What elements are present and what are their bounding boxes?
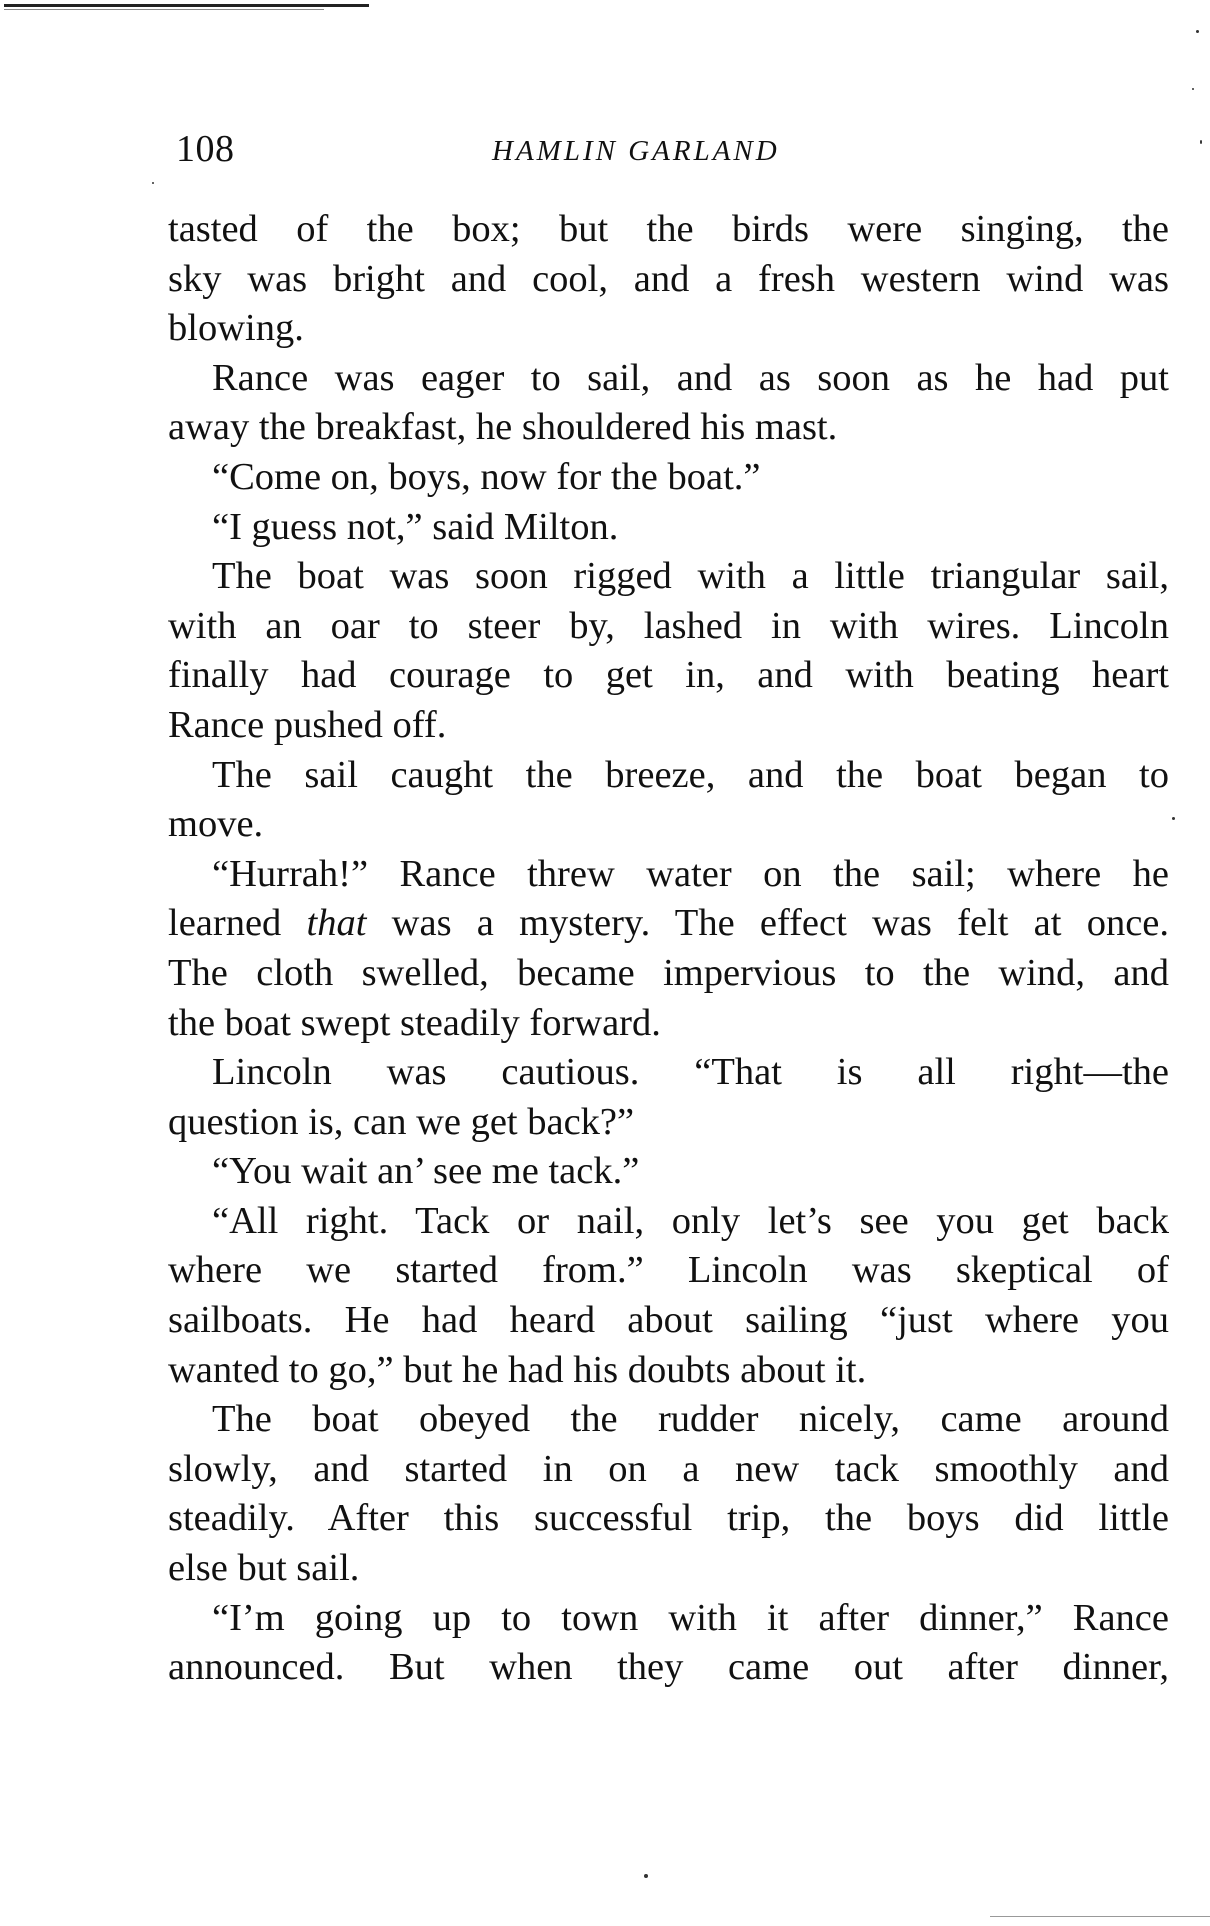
running-head: HAMLIN GARLAND <box>492 135 780 167</box>
text-line: question is, can we get back?” <box>168 1100 635 1143</box>
scan-speck <box>1172 817 1175 820</box>
page-number: 108 <box>176 128 235 170</box>
text-line: wanted to go,” but he had his doubts about it. <box>168 1348 867 1391</box>
paragraph <box>168 354 1169 453</box>
scan-edge-rule-bottom <box>990 1916 1210 1917</box>
scan-speck <box>1192 88 1194 90</box>
paragraph <box>168 1147 1169 1197</box>
text-line: with an oar to steer by, lashed in with wires. Lincoln <box>168 604 1169 647</box>
text-line: move. <box>168 803 264 846</box>
scan-edge-rule <box>4 4 369 7</box>
text-run: learned <box>168 902 307 945</box>
paragraph <box>168 1197 1169 1395</box>
text-line: finally had courage to get in, and with beating heart <box>168 654 1169 697</box>
text-line <box>168 899 1169 949</box>
text-line: sky was bright and cool, and a fresh western wind was <box>168 257 1169 300</box>
page-header <box>176 124 1169 174</box>
text-line: tasted of the box; but the birds were singing, the <box>168 208 1169 250</box>
text-line: “You wait an’ see me tack.” <box>212 1150 640 1193</box>
text-line: Lincoln was cautious. “That is all right—the <box>212 1051 1169 1094</box>
text-line: “Hurrah!” Rance threw water on the sail; where he <box>212 852 1169 895</box>
scan-speck <box>644 1874 648 1878</box>
text-line: steadily. After this successful trip, the boys did little <box>168 1497 1169 1540</box>
text-line: The boat obeyed the rudder nicely, came around <box>212 1398 1169 1441</box>
text-line: The sail caught the breeze, and the boat began to <box>212 753 1169 796</box>
text-line: away the breakfast, he shouldered his mast. <box>168 406 838 449</box>
text-run: was a mystery. The effect was felt at once. <box>366 902 1169 945</box>
scan-edge-rule-faint <box>4 9 324 10</box>
text-line: else but sail. <box>168 1547 360 1590</box>
text-line: Rance was eager to sail, and as soon as he had put <box>212 356 1169 399</box>
paragraph <box>168 1048 1169 1147</box>
text-line: sailboats. He had heard about sailing “just where you <box>168 1299 1169 1342</box>
italic-word: that <box>306 902 367 945</box>
text-line: “All right. Tack or nail, only let’s see you get back <box>212 1199 1169 1242</box>
scan-speck <box>1196 30 1199 33</box>
body-text <box>168 205 1169 1693</box>
scan-speck <box>152 182 154 184</box>
paragraph <box>168 751 1169 850</box>
paragraph <box>168 850 1169 1048</box>
paragraph <box>168 205 1169 354</box>
paragraph <box>168 503 1169 553</box>
text-line: Rance pushed off. <box>168 703 447 746</box>
paragraph <box>168 1594 1169 1693</box>
text-line: The boat was soon rigged with a little triangular sail, <box>212 555 1169 598</box>
text-line: the boat swept steadily forward. <box>168 1001 661 1044</box>
paragraph <box>168 453 1169 503</box>
scan-speck <box>1200 140 1202 144</box>
paragraph <box>168 1395 1169 1593</box>
text-line: “I’m going up to town with it after dinner,” Rance <box>212 1596 1169 1639</box>
text-line: slowly, and started in on a new tack smoothly and <box>168 1447 1169 1490</box>
text-line: “I guess not,” said Milton. <box>212 505 619 548</box>
text-line: “Come on, boys, now for the boat.” <box>212 455 761 498</box>
text-line: where we started from.” Lincoln was skeptical of <box>168 1249 1169 1292</box>
text-line: The cloth swelled, became impervious to the wind, and <box>168 951 1169 994</box>
text-line: blowing. <box>168 307 304 350</box>
paragraph <box>168 552 1169 750</box>
text-line: announced. But when they came out after dinner, <box>168 1646 1169 1689</box>
